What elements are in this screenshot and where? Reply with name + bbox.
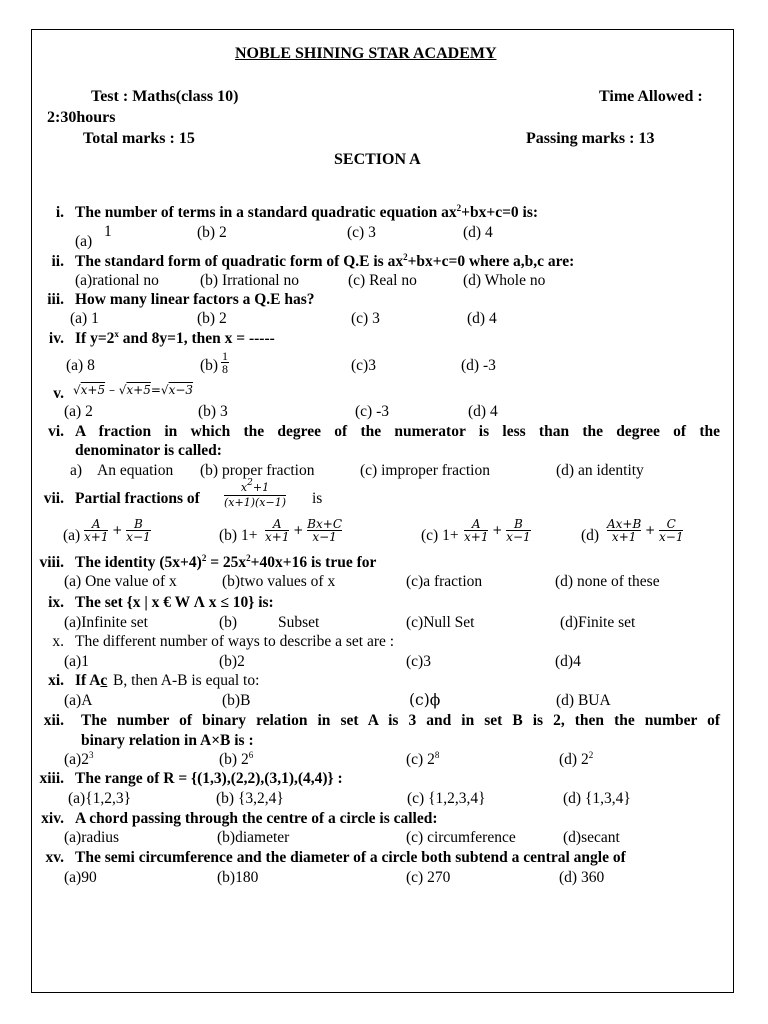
question-number: xv. bbox=[45, 849, 64, 866]
option-c: (c) 270 bbox=[406, 869, 451, 886]
option-a-expression: $\frac{A}{x+1}$ + $\frac{B}{x-1}$ bbox=[84, 517, 151, 544]
option-b: (b) 2 bbox=[197, 310, 227, 327]
question-text: Partial fractions of bbox=[75, 490, 200, 507]
option-c-expression: $\frac{A}{x+1}$ + $\frac{B}{x-1}$ bbox=[464, 517, 531, 544]
option-b: (b)2 bbox=[219, 653, 245, 670]
question-text: The standard form of quadratic form of Q.E is $ax^2+bx+c=0$ where a,b,c are: bbox=[75, 252, 575, 270]
option-b: (b) bbox=[200, 357, 219, 374]
option-b: (b)diameter bbox=[217, 829, 290, 846]
question-number: ix. bbox=[48, 594, 64, 611]
question-number: x. bbox=[52, 633, 64, 650]
option-c: (c) Real no bbox=[348, 272, 417, 289]
option-d: (d) BUA bbox=[556, 692, 611, 709]
question-text-line2: denominator is called: bbox=[75, 442, 222, 459]
option-a: (a)radius bbox=[64, 829, 120, 846]
question-number: xi. bbox=[48, 672, 64, 689]
option-a-value: An equation bbox=[97, 462, 174, 479]
option-b: (b) proper fraction bbox=[200, 462, 315, 479]
option-c: (c)a fraction bbox=[406, 573, 483, 590]
question-text-line2: binary relation in A×B is : bbox=[81, 732, 254, 749]
question-number: v. bbox=[53, 385, 64, 402]
option-b: (b) Irrational no bbox=[200, 272, 299, 289]
question-number: xiii. bbox=[39, 770, 64, 787]
option-d: (d) 4 bbox=[467, 310, 497, 327]
option-c: (c) 1+ bbox=[421, 527, 459, 544]
option-a: (a) bbox=[75, 233, 93, 250]
option-a: (a) 2 bbox=[64, 403, 93, 420]
question-number: xii. bbox=[43, 712, 64, 729]
option-c: (c)ϕ bbox=[409, 691, 441, 709]
question-number: vii. bbox=[43, 490, 64, 507]
option-b: (b) 3 bbox=[198, 403, 228, 420]
question-number: ii. bbox=[51, 253, 64, 270]
option-d: (d) -3 bbox=[461, 357, 496, 374]
question-number: viii. bbox=[39, 554, 64, 571]
question-equation: √x+5 – √x+5=√x−3 bbox=[73, 383, 194, 397]
option-c: (c)3 bbox=[406, 653, 431, 670]
option-b: (b)180 bbox=[217, 869, 259, 886]
time-value: 2:30hours bbox=[47, 109, 116, 126]
school-title: NOBLE SHINING STAR ACADEMY bbox=[235, 45, 497, 62]
option-d: (d) 4 bbox=[463, 224, 493, 241]
option-b: (b) bbox=[219, 614, 238, 631]
total-marks: Total marks : 15 bbox=[83, 130, 195, 147]
option-d: (d)secant bbox=[563, 829, 620, 846]
option-d: (d) Whole no bbox=[463, 272, 546, 289]
option-a: $(a)2^3$ bbox=[64, 750, 94, 768]
option-a: (a)rational no bbox=[75, 272, 159, 289]
option-c: (c)Null Set bbox=[406, 614, 475, 631]
time-allowed-label: Time Allowed : bbox=[599, 88, 703, 105]
option-d-expression: $\frac{Ax+B}{x+1}$ + $\frac{C}{x-1}$ bbox=[607, 517, 684, 544]
option-d: (d)Finite set bbox=[560, 614, 636, 631]
option-a: a) bbox=[70, 462, 83, 479]
option-b: (b)two values of x bbox=[222, 573, 336, 590]
option-d: (d) bbox=[581, 527, 600, 544]
question-number: i. bbox=[55, 204, 64, 221]
question-text: The identity $(5x+4)^2 = 25x^2+40x+16$ is true for bbox=[75, 553, 377, 571]
question-number: iii. bbox=[47, 291, 64, 308]
question-text: The number of terms in a standard quadratic equation $ax^2+bx+c=0$ is: bbox=[75, 203, 539, 221]
option-a: (a) bbox=[63, 527, 81, 544]
option-d: (d) $2^2$ bbox=[559, 750, 594, 768]
question-text: B, then A-B is equal to: bbox=[113, 672, 260, 689]
question-text: The different number of ways to describe a set are : bbox=[75, 633, 395, 650]
option-c: (c) 3 bbox=[351, 310, 380, 327]
option-c: (c)3 bbox=[351, 357, 376, 374]
option-a: (a){1,2,3} bbox=[68, 790, 132, 807]
option-a: (a)1 bbox=[64, 653, 89, 670]
question-text-bold: If Ac bbox=[75, 672, 108, 689]
option-a: (a)90 bbox=[64, 869, 97, 886]
option-a: (a) 1 bbox=[70, 310, 99, 327]
section-heading: SECTION A bbox=[334, 151, 421, 168]
option-b: (b)B bbox=[222, 692, 251, 709]
option-c: (c) {1,2,3,4} bbox=[407, 790, 486, 807]
question-text: A chord passing through the centre of a circle is called: bbox=[75, 810, 438, 827]
option-c: (c) 3 bbox=[347, 224, 376, 241]
fraction-one-eighth: 1 8 bbox=[222, 349, 228, 376]
option-b: (b) 2 bbox=[197, 224, 227, 241]
passing-marks: Passing marks : 13 bbox=[526, 130, 655, 147]
question-text: If $y=2^x$ and 8y=1, then x = ----- bbox=[75, 329, 275, 347]
question-text: The set {x | x € W Λ x ≤ 10} is: bbox=[75, 594, 274, 611]
option-a: (a) One value of x bbox=[64, 573, 177, 590]
option-d: (d) {1,3,4} bbox=[563, 790, 631, 807]
option-c: (c) improper fraction bbox=[360, 462, 490, 479]
option-b: (b) {3,2,4} bbox=[216, 790, 284, 807]
question-number: vi. bbox=[48, 423, 64, 440]
question-text: The range of R = {(1,3),(2,2),(3,1),(4,4)} : bbox=[75, 770, 343, 787]
question-text: How many linear factors a Q.E has? bbox=[75, 291, 315, 308]
option-c: (c) $2^8$ bbox=[406, 750, 440, 768]
question-text-line1: The number of binary relation in set A is 3 and in set B is 2, then the number of bbox=[81, 712, 720, 729]
option-d: (d)4 bbox=[555, 653, 581, 670]
test-subject: Test : Maths(class 10) bbox=[91, 88, 239, 105]
option-d: (d) 360 bbox=[559, 869, 605, 886]
option-c: (c) -3 bbox=[355, 403, 389, 420]
option-d: (d) none of these bbox=[555, 573, 660, 590]
option-c: (c) circumference bbox=[406, 829, 516, 846]
option-b-expression: $\frac{A}{x+1}$ + $\frac{Bx+C}{x-1}$ bbox=[265, 517, 342, 544]
option-b-value: Subset bbox=[278, 614, 320, 631]
question-number: xiv. bbox=[41, 810, 64, 827]
option-b: (b) $2^6$ bbox=[219, 750, 254, 768]
option-a: (a) 8 bbox=[66, 357, 95, 374]
option-a: (a)A bbox=[64, 692, 93, 709]
option-a: (a)Infinite set bbox=[64, 614, 148, 631]
question-number: iv. bbox=[48, 330, 64, 347]
question-suffix: is bbox=[312, 490, 323, 507]
option-d: (d) an identity bbox=[556, 462, 644, 479]
option-d: (d) 4 bbox=[468, 403, 498, 420]
question-text: The semi circumference and the diameter of a circle both subtend a central angle of bbox=[75, 849, 626, 866]
question-fraction: $x^2+1$ (x+1)(x−1) bbox=[224, 478, 287, 509]
option-b: (b) 1+ bbox=[219, 527, 258, 544]
question-text-line1: A fraction in which the degree of the numerator is less than the degree of the bbox=[75, 423, 720, 440]
option-a-value: 1 bbox=[104, 223, 112, 240]
